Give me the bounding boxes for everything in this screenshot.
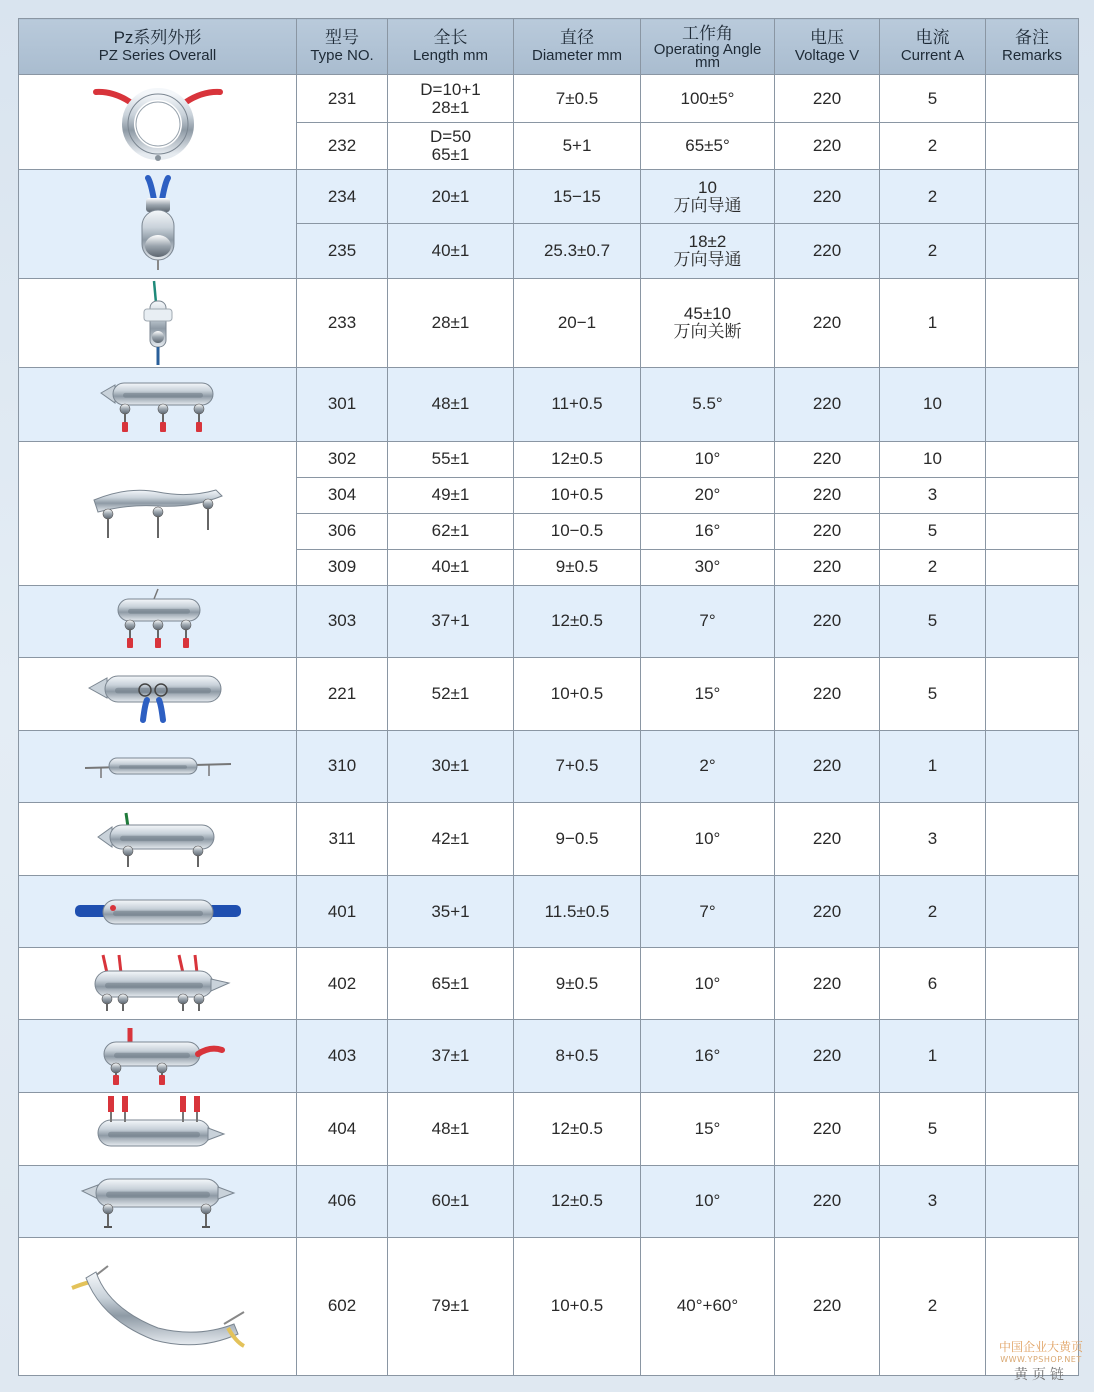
voltage-cell: 220	[775, 123, 880, 170]
length-cell: D=50 65±1	[388, 123, 514, 170]
product-image	[19, 1165, 297, 1237]
remarks-cell	[986, 170, 1079, 224]
table-row	[19, 441, 1079, 477]
angle-cell: 10°	[641, 441, 775, 477]
product-image	[19, 876, 297, 948]
diameter-cell: 10+0.5	[514, 1237, 641, 1375]
voltage-cell: 220	[775, 477, 880, 513]
long-two-pin-tube-icon	[78, 1169, 238, 1233]
table-row	[19, 170, 1079, 224]
diameter-cell: 9−0.5	[514, 803, 641, 876]
current-cell: 2	[880, 549, 986, 585]
length-cell: 62±1	[388, 513, 514, 549]
header-type: 型号 Type NO.	[297, 19, 388, 75]
table-row	[19, 948, 1079, 1020]
red-wire-tube-icon	[88, 1024, 228, 1088]
header-current: 电流 Current A	[880, 19, 986, 75]
header-angle: 工作角 Operating Angle mm	[641, 19, 775, 75]
short-three-pin-tube-icon	[108, 587, 208, 655]
type-cell: 221	[297, 657, 388, 730]
header-diameter: 直径 Diameter mm	[514, 19, 641, 75]
angle-cell: 2°	[641, 730, 775, 802]
remarks-cell	[986, 279, 1079, 368]
current-cell: 1	[880, 279, 986, 368]
product-image	[19, 657, 297, 730]
voltage-cell: 220	[775, 75, 880, 123]
length-cell: 49±1	[388, 477, 514, 513]
table-row	[19, 1237, 1079, 1375]
type-cell: 301	[297, 368, 388, 441]
remarks-cell	[986, 368, 1079, 441]
type-cell: 602	[297, 1237, 388, 1375]
current-cell: 5	[880, 1093, 986, 1165]
current-cell: 3	[880, 803, 986, 876]
angle-cell: 15°	[641, 1093, 775, 1165]
length-cell: 48±1	[388, 1093, 514, 1165]
current-cell: 6	[880, 948, 986, 1020]
remarks-cell	[986, 948, 1079, 1020]
diameter-cell: 15−15	[514, 170, 641, 224]
bulb-switch-icon	[118, 174, 198, 274]
product-image	[19, 368, 297, 441]
diameter-cell: 20−1	[514, 279, 641, 368]
table-row	[19, 803, 1079, 876]
product-image	[19, 279, 297, 368]
diameter-cell: 12±0.5	[514, 441, 641, 477]
length-cell: 28±1	[388, 279, 514, 368]
table-row	[19, 876, 1079, 948]
type-cell: 231	[297, 75, 388, 123]
length-cell: 48±1	[388, 368, 514, 441]
product-image	[19, 1237, 297, 1375]
table-row	[19, 368, 1079, 441]
remarks-cell	[986, 1165, 1079, 1237]
table-row	[19, 585, 1079, 657]
voltage-cell: 220	[775, 803, 880, 876]
remarks-cell	[986, 224, 1079, 279]
table-row	[19, 1093, 1079, 1165]
diameter-cell: 7+0.5	[514, 730, 641, 802]
length-cell: 35+1	[388, 876, 514, 948]
voltage-cell: 220	[775, 657, 880, 730]
diameter-cell: 8+0.5	[514, 1020, 641, 1093]
type-cell: 406	[297, 1165, 388, 1237]
voltage-cell: 220	[775, 585, 880, 657]
header-remarks: 备注 Remarks	[986, 19, 1079, 75]
table-row	[19, 730, 1079, 802]
diameter-cell: 5+1	[514, 123, 641, 170]
remarks-cell	[986, 513, 1079, 549]
angle-cell: 30°	[641, 549, 775, 585]
product-image	[19, 730, 297, 802]
current-cell: 3	[880, 477, 986, 513]
angle-cell: 10°	[641, 803, 775, 876]
header-row	[19, 19, 1079, 75]
remarks-cell	[986, 876, 1079, 948]
length-cell: 20±1	[388, 170, 514, 224]
angle-cell: 5.5°	[641, 368, 775, 441]
voltage-cell: 220	[775, 730, 880, 802]
angle-cell: 15°	[641, 657, 775, 730]
current-cell: 2	[880, 123, 986, 170]
angle-cell: 65±5°	[641, 123, 775, 170]
blue-lead-tube-icon	[83, 664, 233, 724]
table-row	[19, 1020, 1079, 1093]
voltage-cell: 220	[775, 441, 880, 477]
red-terminal-tube-icon	[88, 1094, 228, 1164]
remarks-cell	[986, 441, 1079, 477]
angle-cell: 45±10 万向关断	[641, 279, 775, 368]
length-cell: 42±1	[388, 803, 514, 876]
length-cell: 30±1	[388, 730, 514, 802]
type-cell: 302	[297, 441, 388, 477]
product-image	[19, 75, 297, 170]
product-image	[19, 948, 297, 1020]
voltage-cell: 220	[775, 170, 880, 224]
diameter-cell: 10+0.5	[514, 657, 641, 730]
diameter-cell: 10+0.5	[514, 477, 641, 513]
current-cell: 2	[880, 170, 986, 224]
header-overall: Pz系列外形 PZ Series Overall	[19, 19, 297, 75]
length-cell: 79±1	[388, 1237, 514, 1375]
remarks-cell	[986, 123, 1079, 170]
type-cell: 303	[297, 585, 388, 657]
diameter-cell: 12±0.5	[514, 1165, 641, 1237]
diameter-cell: 12±0.5	[514, 1093, 641, 1165]
remarks-cell	[986, 75, 1079, 123]
green-lead-tube-icon	[88, 807, 228, 871]
diameter-cell: 10−0.5	[514, 513, 641, 549]
length-cell: 40±1	[388, 224, 514, 279]
angle-cell: 20°	[641, 477, 775, 513]
angle-cell: 40°+60°	[641, 1237, 775, 1375]
length-cell: 37+1	[388, 585, 514, 657]
diameter-cell: 11+0.5	[514, 368, 641, 441]
current-cell: 1	[880, 730, 986, 802]
remarks-cell	[986, 549, 1079, 585]
curved-three-pin-tube-icon	[88, 478, 228, 548]
diameter-cell: 12±0.5	[514, 585, 641, 657]
angle-cell: 10°	[641, 948, 775, 1020]
type-cell: 310	[297, 730, 388, 802]
voltage-cell: 220	[775, 1020, 880, 1093]
current-cell: 2	[880, 1237, 986, 1375]
angle-cell: 7°	[641, 585, 775, 657]
voltage-cell: 220	[775, 368, 880, 441]
product-image	[19, 803, 297, 876]
type-cell: 401	[297, 876, 388, 948]
type-cell: 233	[297, 279, 388, 368]
voltage-cell: 220	[775, 948, 880, 1020]
three-pin-tube-icon	[93, 371, 223, 437]
product-image	[19, 441, 297, 585]
diameter-cell: 7±0.5	[514, 75, 641, 123]
axial-lead-tube-icon	[83, 746, 233, 786]
watermark-line1: 中国企业大黄页	[998, 1340, 1083, 1354]
diameter-cell: 9±0.5	[514, 549, 641, 585]
voltage-cell: 220	[775, 876, 880, 948]
watermark	[998, 1338, 1084, 1384]
angle-cell: 7°	[641, 876, 775, 948]
type-cell: 232	[297, 123, 388, 170]
four-pin-tube-icon	[83, 951, 233, 1017]
watermark-line2: WWW.YPSHOP.NET	[1000, 1355, 1082, 1364]
current-cell: 5	[880, 75, 986, 123]
length-cell: 37±1	[388, 1020, 514, 1093]
length-cell: 60±1	[388, 1165, 514, 1237]
voltage-cell: 220	[775, 279, 880, 368]
product-spec-table	[18, 18, 1079, 1376]
product-image	[19, 585, 297, 657]
current-cell: 10	[880, 368, 986, 441]
table-row	[19, 279, 1079, 368]
voltage-cell: 220	[775, 1165, 880, 1237]
type-cell: 234	[297, 170, 388, 224]
current-cell: 5	[880, 657, 986, 730]
ring-switch-icon	[88, 78, 228, 166]
remarks-cell	[986, 1093, 1079, 1165]
product-image	[19, 170, 297, 279]
type-cell: 304	[297, 477, 388, 513]
header-voltage: 电压 Voltage V	[775, 19, 880, 75]
length-cell: 40±1	[388, 549, 514, 585]
type-cell: 309	[297, 549, 388, 585]
current-cell: 1	[880, 1020, 986, 1093]
angle-cell: 100±5°	[641, 75, 775, 123]
diameter-cell: 9±0.5	[514, 948, 641, 1020]
table-row	[19, 657, 1079, 730]
blue-wire-tube-icon	[73, 890, 243, 934]
table-row	[19, 1165, 1079, 1237]
voltage-cell: 220	[775, 1093, 880, 1165]
remarks-cell	[986, 803, 1079, 876]
remarks-cell	[986, 585, 1079, 657]
voltage-cell: 220	[775, 1237, 880, 1375]
current-cell: 5	[880, 585, 986, 657]
product-image	[19, 1093, 297, 1165]
diameter-cell: 11.5±0.5	[514, 876, 641, 948]
diameter-cell: 25.3±0.7	[514, 224, 641, 279]
remarks-cell	[986, 730, 1079, 802]
type-cell: 311	[297, 803, 388, 876]
vertical-switch-icon	[128, 279, 188, 367]
current-cell: 3	[880, 1165, 986, 1237]
angle-cell: 16°	[641, 1020, 775, 1093]
length-cell: 65±1	[388, 948, 514, 1020]
angle-cell: 10 万向导通	[641, 170, 775, 224]
voltage-cell: 220	[775, 513, 880, 549]
bent-tube-icon	[68, 1258, 248, 1354]
angle-cell: 10°	[641, 1165, 775, 1237]
type-cell: 403	[297, 1020, 388, 1093]
length-cell: D=10+1 28±1	[388, 75, 514, 123]
watermark-line3: 黄页链	[1014, 1367, 1068, 1383]
remarks-cell	[986, 477, 1079, 513]
type-cell: 404	[297, 1093, 388, 1165]
angle-cell: 16°	[641, 513, 775, 549]
type-cell: 235	[297, 224, 388, 279]
current-cell: 2	[880, 224, 986, 279]
current-cell: 5	[880, 513, 986, 549]
length-cell: 52±1	[388, 657, 514, 730]
current-cell: 2	[880, 876, 986, 948]
remarks-cell	[986, 1020, 1079, 1093]
remarks-cell	[986, 657, 1079, 730]
table-row	[19, 75, 1079, 123]
current-cell: 10	[880, 441, 986, 477]
angle-cell: 18±2 万向导通	[641, 224, 775, 279]
header-length: 全长 Length mm	[388, 19, 514, 75]
voltage-cell: 220	[775, 224, 880, 279]
voltage-cell: 220	[775, 549, 880, 585]
product-image	[19, 1020, 297, 1093]
type-cell: 402	[297, 948, 388, 1020]
length-cell: 55±1	[388, 441, 514, 477]
type-cell: 306	[297, 513, 388, 549]
